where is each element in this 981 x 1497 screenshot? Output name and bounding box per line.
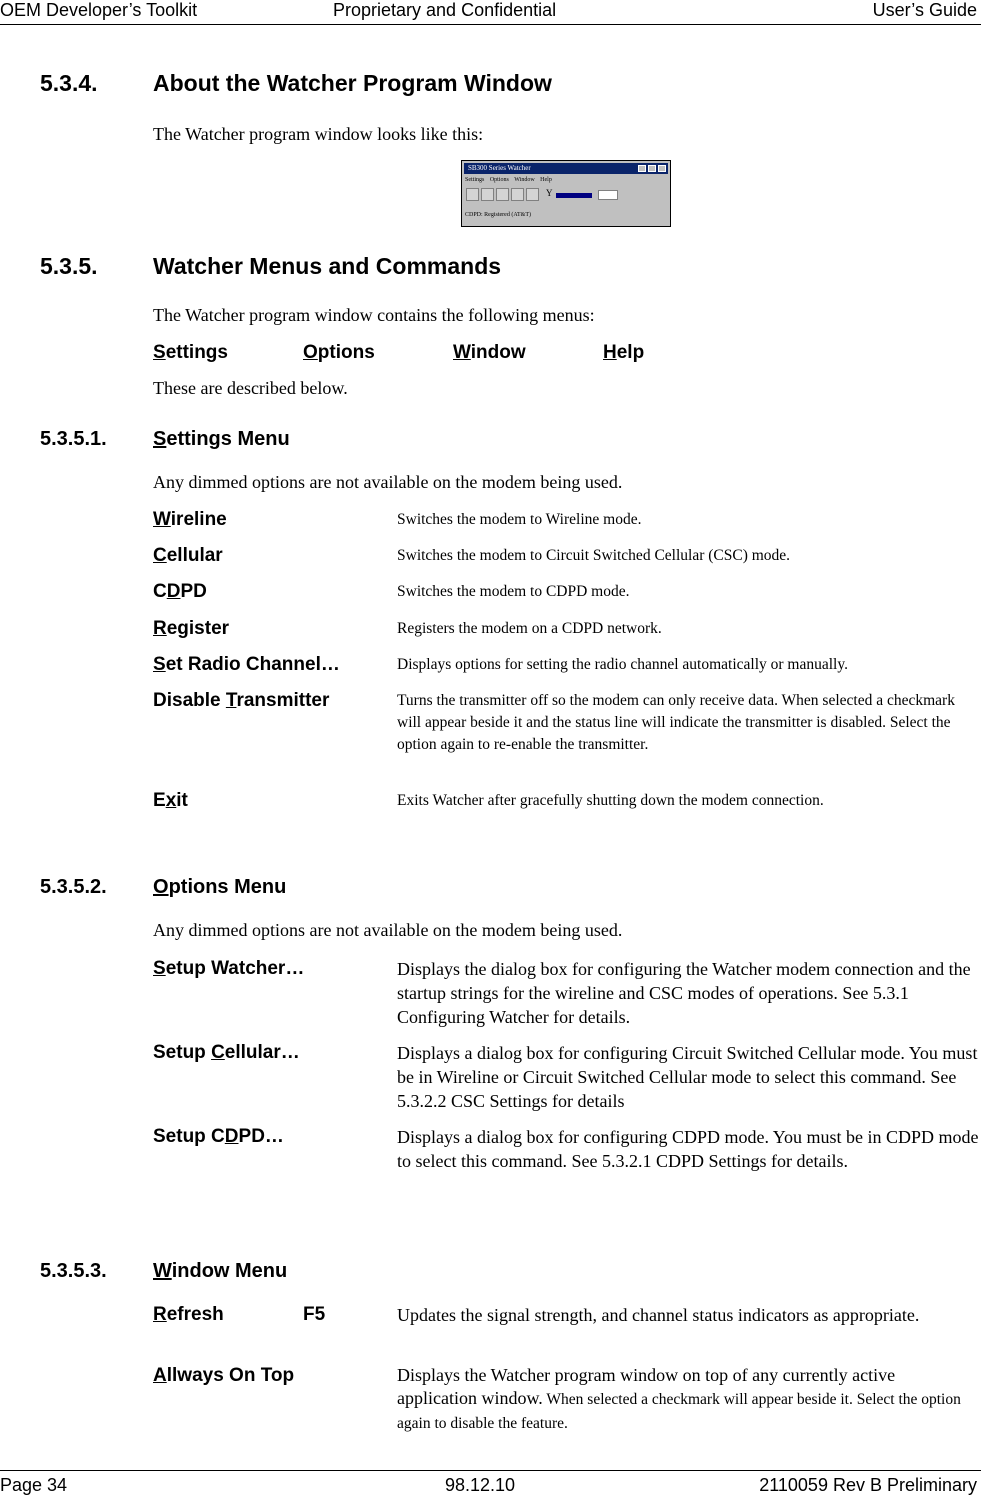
term-refresh: Refresh bbox=[153, 1304, 224, 1325]
desc-cdpd: Switches the modem to CDPD mode. bbox=[397, 583, 630, 600]
close-icon bbox=[658, 165, 666, 172]
footer-rule bbox=[0, 1470, 981, 1471]
channel-readout bbox=[598, 190, 618, 200]
menu-name-settings: Settings bbox=[153, 342, 228, 363]
term-wireline: Wireline bbox=[153, 509, 227, 530]
subsection-number: 5.3.5.3. bbox=[40, 1260, 107, 1282]
term-setup-watcher: Setup Watcher… bbox=[153, 958, 305, 979]
section-title: Watcher Menus and Commands bbox=[153, 253, 502, 279]
subsection-title: Options Menu bbox=[153, 876, 287, 898]
header-rule bbox=[0, 24, 981, 25]
shortcut-key-refresh: F5 bbox=[303, 1304, 326, 1325]
title-bar bbox=[464, 163, 668, 174]
term-set-radio-channel: Set Radio Channel… bbox=[153, 654, 340, 675]
term-setup-cellular: Setup Cellular… bbox=[153, 1042, 300, 1063]
header-right: User’s Guide bbox=[872, 0, 977, 20]
desc-setup-cellular: Displays a dialog box for configuring Circuit Switched Cellular mode. You must be in Wireline or Circuit Switched Cellular mode to select this command. See 5.3.2.2 CSC Settings for details bbox=[397, 1043, 978, 1111]
desc-set-radio-channel: Displays options for setting the radio channel automatically or manually. bbox=[397, 656, 848, 673]
subsection-number: 5.3.5.2. bbox=[40, 876, 107, 898]
subsection-title: Settings Menu bbox=[153, 428, 290, 450]
antenna-icon: Y bbox=[546, 188, 553, 198]
watcher-window-image bbox=[461, 160, 671, 227]
toolbar-button-icon bbox=[526, 188, 539, 201]
menu-name-help: Help bbox=[603, 342, 645, 363]
subsection-intro: Any dimmed options are not available on the modem being used. bbox=[153, 920, 623, 940]
term-disable-transmitter: Disable Transmitter bbox=[153, 690, 330, 711]
desc-exit: Exits Watcher after gracefully shutting down the modem connection. bbox=[397, 792, 824, 809]
section-title: About the Watcher Program Window bbox=[153, 70, 552, 96]
footer-date: 98.12.10 bbox=[445, 1475, 516, 1495]
desc-refresh: Updates the signal strength, and channel status indicators as appropriate. bbox=[397, 1305, 920, 1325]
desc-setup-watcher: Displays the dialog box for configuring the Watcher modem connection and the startup strings for the wireline and CSC modes of operations. See 5.3.1 Configuring Watcher for details. bbox=[397, 959, 971, 1027]
minimize-icon bbox=[638, 165, 646, 172]
section-intro: The Watcher program window contains the following menus: bbox=[153, 305, 595, 325]
toolbar-button-icon bbox=[481, 188, 494, 201]
term-register: Register bbox=[153, 618, 230, 639]
menu-name-window: Window bbox=[453, 342, 526, 363]
desc-disable-transmitter: Turns the transmitter off so the modem can only receive data. When selected a checkmark will appear beside it and the status line will indicate the transmitter is disabled. Select the option again to re-enable the transmitter. bbox=[397, 692, 955, 753]
window-title: SB300 Series Watcher bbox=[468, 164, 531, 172]
desc-register: Registers the modem on a CDPD network. bbox=[397, 620, 662, 637]
menu-name-options: Options bbox=[303, 342, 375, 363]
subsection-number: 5.3.5.1. bbox=[40, 428, 107, 450]
term-cdpd: CDPD bbox=[153, 581, 207, 602]
toolbar-button-icon bbox=[496, 188, 509, 201]
header-left: OEM Developer’s Toolkit bbox=[0, 0, 198, 20]
window-menu-bar: Settings Options Window Help bbox=[465, 177, 552, 183]
term-exit: Exit bbox=[153, 790, 188, 811]
footer-page-number: Page 34 bbox=[0, 1475, 68, 1495]
desc-wireline: Switches the modem to Wireline mode. bbox=[397, 511, 642, 528]
section-number: 5.3.4. bbox=[40, 70, 98, 96]
desc-always-on-top: Displays the Watcher program window on top of any currently active application window. When selected a checkmark will appear beside it. Select the option again to disable the feature. bbox=[397, 1365, 961, 1432]
header-center: Proprietary and Confidential bbox=[333, 0, 557, 20]
section-number: 5.3.5. bbox=[40, 253, 98, 279]
toolbar-button-icon bbox=[466, 188, 479, 201]
subsection-title: Window Menu bbox=[153, 1260, 288, 1282]
maximize-icon bbox=[648, 165, 656, 172]
term-always-on-top: Allways On Top bbox=[153, 1365, 295, 1386]
desc-cellular: Switches the modem to Circuit Switched Cellular (CSC) mode. bbox=[397, 547, 791, 564]
desc-setup-cdpd: Displays a dialog box for configuring CDPD mode. You must be in CDPD mode to select this command. See 5.3.2.1 CDPD Settings for details. bbox=[397, 1127, 979, 1171]
section-outro: These are described below. bbox=[153, 378, 348, 398]
signal-strength-bar bbox=[556, 193, 592, 198]
footer-doc-id: 2110059 Rev B Preliminary bbox=[759, 1475, 977, 1495]
term-cellular: Cellular bbox=[153, 545, 223, 566]
toolbar-button-icon bbox=[511, 188, 524, 201]
section-intro: The Watcher program window looks like this: bbox=[153, 124, 484, 144]
subsection-intro: Any dimmed options are not available on the modem being used. bbox=[153, 472, 623, 492]
window-status-line: CDPD: Registered (AT&T) bbox=[465, 212, 531, 218]
term-setup-cdpd: Setup CDPD… bbox=[153, 1126, 284, 1147]
